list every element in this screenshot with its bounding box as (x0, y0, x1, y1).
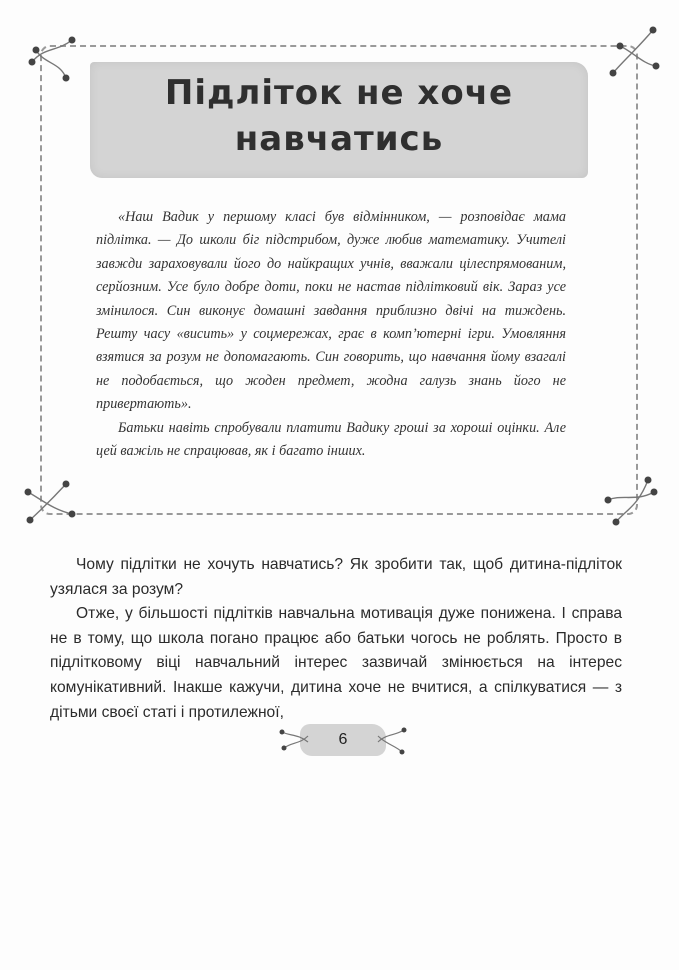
page-number: 6 (338, 731, 348, 748)
thread-stitch-icon (596, 466, 666, 536)
title-line-2: навчатись (234, 119, 444, 159)
thread-stitch-icon (22, 22, 92, 92)
body-paragraph: Отже, у більшості підлітків навчальна мотивація дуже понижена. І справа не в тому, що школа погано працює або батьки чогось не роблять. Просто в підлітковому віці навчальний інтерес зазвичай змінюється на інтерес комунікативний. Інакше кажучи, дитина хоче не вчитися, а спілкуватися — з дітьми своєї статі і протилежної, (50, 605, 622, 721)
body-text (50, 553, 622, 725)
thread-stitch-icon (598, 18, 668, 88)
story-quote (96, 206, 566, 463)
story-paragraph: «Наш Вадик у першому класі був відмінником, — розповідає мама підлітка. — До школи біг підстрибом, дуже любив математику. Учителі завжди зараховували його до найкращих учнів, вважали цілеспрямованим, серйозним. Усе було добре доти, поки не настав підлітковий вік. Зараз усе змінилося. Син виконує домашні завдання приблизно двічі на тиждень. Решту часу «висить» у соцмережах, грає в комп’ютерні ігри. Умовляння взятися за розум не допомагають. Син говорить, що навчання йому взагалі не подобається, що жоден предмет, жодна галузь знань його не привертають». (96, 209, 566, 413)
thread-stitch-icon (374, 722, 408, 758)
story-paragraph: Батьки навіть спробували платити Вадику гроші за хороші оцінки. Але цей важіль не спрацював, як і багато інших. (96, 419, 566, 460)
page-title (90, 70, 588, 162)
body-paragraph: Чому підлітки не хочуть навчатись? Як зробити так, щоб дитина-підліток узялася за розум? (50, 556, 622, 598)
thread-stitch-icon (18, 470, 88, 540)
title-line-1: Підліток не хоче (164, 73, 514, 113)
page-number-badge (278, 722, 408, 758)
